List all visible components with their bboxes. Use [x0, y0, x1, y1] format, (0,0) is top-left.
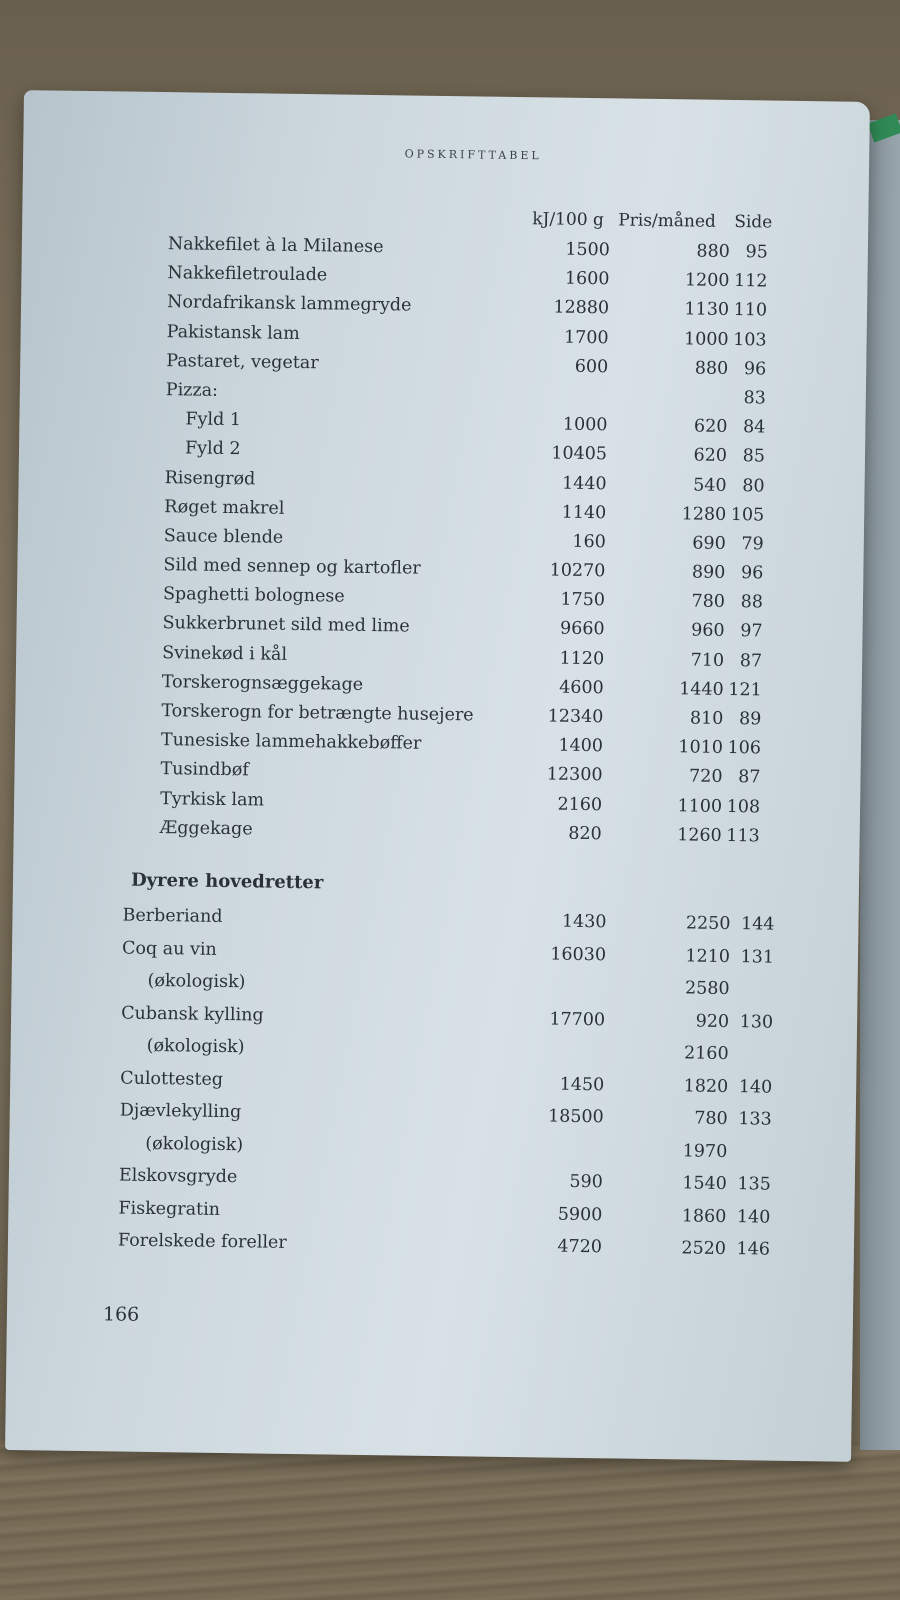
- recipe-name: Risengrød: [164, 467, 256, 489]
- kj-value: 10270: [549, 560, 606, 582]
- recipe-name: Coq au vin: [121, 938, 217, 960]
- kj-value: 1500: [565, 239, 611, 261]
- page-number: 166: [102, 1303, 140, 1326]
- page-ref: 87: [739, 650, 763, 672]
- kj-value: 4600: [559, 677, 604, 699]
- recipe-name: Tunesiske lammehakkebøffer: [160, 730, 422, 754]
- page-ref: 89: [738, 709, 762, 730]
- price-value: 2160: [683, 1043, 729, 1065]
- price-value: 1280: [681, 504, 727, 525]
- wood-surface: [0, 1440, 900, 1600]
- price-value: 960: [691, 620, 725, 642]
- kj-value: 5900: [557, 1204, 603, 1225]
- price-value: 1210: [685, 945, 731, 967]
- recipe-name: Pastaret, vegetar: [166, 350, 319, 373]
- kj-value: 18500: [547, 1106, 604, 1128]
- page-ref: 108: [726, 796, 761, 818]
- price-value: 1200: [684, 270, 730, 292]
- recipe-name: Berberiand: [122, 905, 223, 927]
- page-ref: 113: [726, 825, 760, 847]
- page-ref: 130: [739, 1011, 774, 1033]
- page-ref: 110: [733, 300, 768, 321]
- price-value: 1540: [682, 1173, 727, 1195]
- page-ref: 83: [743, 388, 766, 409]
- recipe-name: Nakkefiletroulade: [167, 263, 328, 286]
- price-value: 620: [693, 445, 728, 467]
- page-ref: 144: [740, 914, 775, 935]
- price-value: 1260: [677, 825, 722, 846]
- price-value: 1970: [682, 1140, 728, 1162]
- price-value: 1000: [683, 328, 729, 350]
- recipe-name: Tusindbøf: [160, 759, 249, 781]
- recipe-name: Røget makrel: [164, 496, 285, 519]
- recipe-name: Svinekød i kål: [162, 642, 288, 665]
- recipe-name: Fyld 1: [185, 409, 242, 431]
- price-value: 880: [694, 358, 729, 379]
- recipe-table-expensive: [8, 900, 859, 1269]
- recipe-name: (økologisk): [146, 1035, 245, 1058]
- page-ref: 87: [738, 767, 761, 788]
- page-ref: 135: [737, 1174, 771, 1195]
- price-value: 1820: [683, 1075, 729, 1097]
- kj-value: 1750: [560, 589, 606, 611]
- kj-value: 1430: [561, 911, 607, 933]
- price-value: 710: [690, 650, 725, 671]
- price-value: 1860: [681, 1205, 727, 1227]
- recipe-name: Culottesteg: [120, 1068, 224, 1090]
- kj-value: 9660: [559, 619, 605, 640]
- kj-value: 1600: [564, 268, 610, 290]
- price-value: 690: [692, 533, 726, 554]
- kj-value: 4720: [557, 1236, 603, 1258]
- price-value: 2250: [685, 913, 731, 935]
- kj-value: 160: [572, 531, 606, 553]
- page-ref: 79: [741, 534, 764, 555]
- recipe-name: Cubansk kylling: [121, 1003, 264, 1026]
- column-header-pris: Pris/måned: [618, 210, 717, 232]
- kj-value: 2160: [557, 794, 603, 815]
- price-value: 880: [696, 241, 730, 262]
- page-ref: 96: [743, 358, 767, 380]
- column-header-side: Side: [734, 212, 773, 233]
- price-value: 2520: [681, 1238, 727, 1260]
- column-header-kj: kJ/100 g: [532, 209, 604, 231]
- page-ref: 103: [733, 329, 767, 351]
- recipe-name: Fiskegratin: [118, 1198, 221, 1220]
- recipe-name: (økologisk): [147, 970, 246, 993]
- recipe-name: Sauce blende: [163, 525, 284, 548]
- recipe-name: Tyrkisk lam: [160, 788, 265, 811]
- price-value: 920: [695, 1011, 730, 1032]
- page-ref: 146: [736, 1239, 771, 1260]
- running-title: OPSKRIFTTABEL: [404, 147, 542, 163]
- page-ref: 121: [728, 679, 762, 701]
- page-ref: [735, 1142, 771, 1143]
- recipe-name: Sukkerbrunet sild med lime: [162, 613, 410, 637]
- recipe-name: Torskerognsæggekage: [161, 671, 364, 695]
- recipe-name: Fyld 2: [184, 438, 241, 460]
- recipe-name: Pakistansk lam: [166, 321, 300, 344]
- price-value: 780: [694, 1108, 728, 1130]
- recipe-name: Spaghetti bolognese: [162, 584, 345, 607]
- book-page: [5, 90, 870, 1462]
- recipe-table: [14, 228, 868, 853]
- kj-value: 1400: [558, 735, 604, 757]
- page-ref: 85: [742, 446, 766, 467]
- recipe-name: Torskerogn for betrængte husejere: [161, 701, 474, 726]
- page-ref: 140: [738, 1076, 773, 1098]
- recipe-name: (økologisk): [145, 1133, 244, 1155]
- kj-value: 12340: [547, 706, 604, 728]
- recipe-name: Elskovsgryde: [118, 1165, 238, 1188]
- page-ref: 80: [742, 475, 765, 496]
- price-value: 810: [689, 708, 724, 729]
- recipe-name: Sild med sennep og kartofler: [163, 555, 421, 579]
- kj-value: 1000: [562, 414, 608, 436]
- page-ref: 96: [740, 563, 764, 584]
- price-value: 780: [691, 591, 726, 613]
- kj-value: 12300: [546, 764, 603, 786]
- kj-value: 1120: [559, 648, 605, 669]
- kj-value: 1140: [561, 502, 607, 523]
- recipe-name: Forelskede foreller: [117, 1230, 287, 1253]
- kj-value: 12880: [553, 297, 610, 319]
- price-value: 620: [693, 416, 728, 438]
- kj-value: 590: [569, 1171, 603, 1193]
- section-title: Dyrere hovedretter: [130, 869, 324, 894]
- page-ref: 140: [736, 1206, 771, 1228]
- price-value: 2580: [684, 978, 730, 1000]
- recipe-name: Djævlekylling: [119, 1100, 242, 1123]
- page-ref: 131: [740, 946, 775, 968]
- recipe-name: Æggekage: [159, 817, 253, 840]
- price-value: 1010: [678, 737, 724, 759]
- kj-value: 820: [568, 823, 602, 844]
- price-value: 1100: [677, 795, 723, 817]
- kj-value: 1450: [559, 1074, 605, 1095]
- price-value: 1440: [679, 679, 724, 700]
- page-ref: 106: [727, 738, 762, 759]
- page-ref: [738, 979, 774, 980]
- kj-value: 10405: [551, 443, 608, 465]
- recipe-name: Nordafrikansk lammegryde: [166, 292, 412, 316]
- price-value: 540: [693, 474, 727, 496]
- page-ref: 88: [740, 592, 764, 613]
- kj-value: 17700: [549, 1009, 606, 1030]
- page-ref: 112: [733, 271, 768, 292]
- page-ref: 105: [730, 504, 765, 526]
- page-ref: 84: [742, 417, 766, 438]
- price-value: 720: [688, 766, 723, 788]
- kj-value: 16030: [550, 944, 607, 965]
- price-value: 1130: [684, 299, 730, 321]
- page-ref: 95: [745, 242, 768, 263]
- recipe-name: Pizza:: [165, 380, 219, 401]
- recipe-name: Nakkefilet à la Milanese: [167, 234, 384, 258]
- page-ref: [737, 1044, 773, 1045]
- kj-value: 600: [574, 356, 609, 378]
- kj-value: 1700: [563, 327, 609, 348]
- price-value: 890: [691, 562, 726, 583]
- page-ref: 97: [740, 621, 763, 642]
- page-ref: 133: [738, 1109, 772, 1130]
- kj-value: 1440: [561, 473, 607, 494]
